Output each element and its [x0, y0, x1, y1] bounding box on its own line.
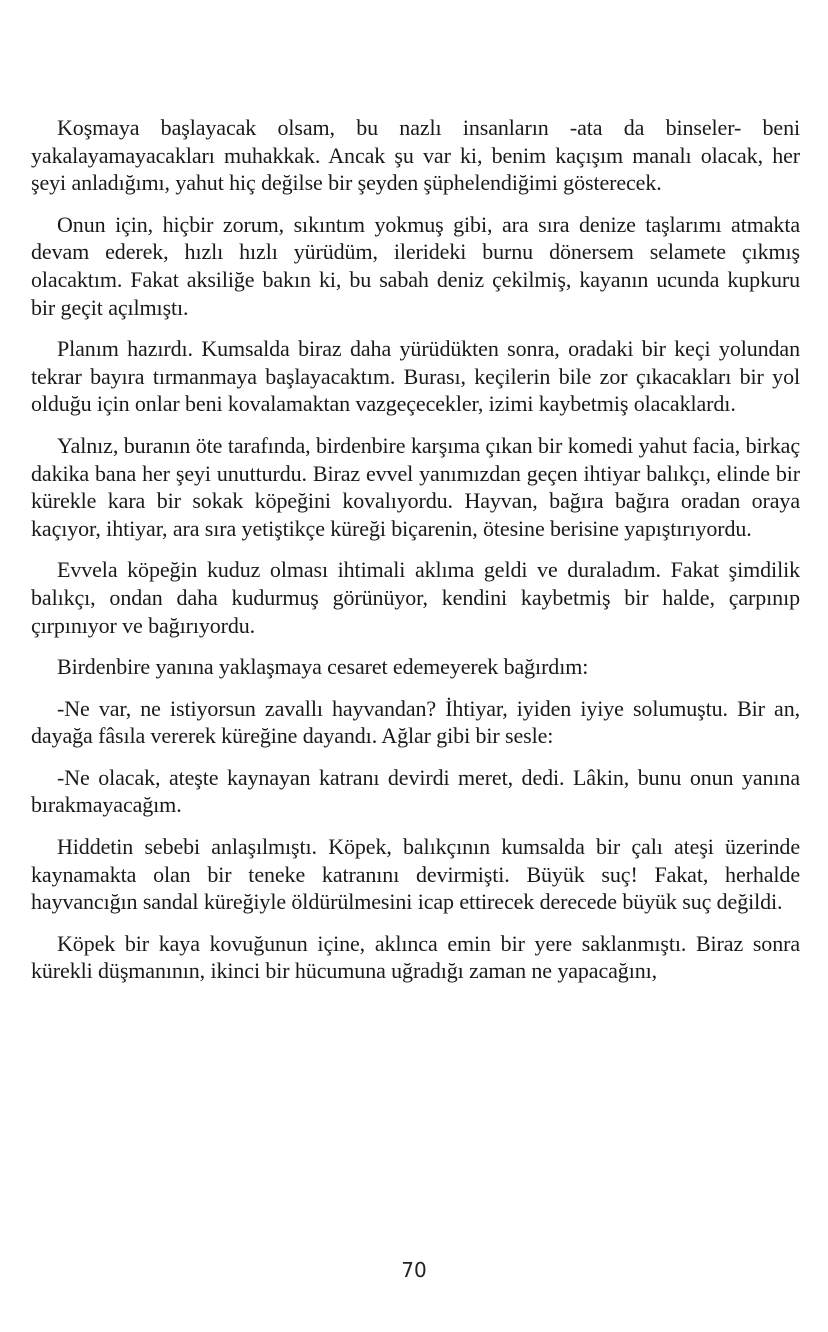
paragraph: Evvela köpeğin kuduz olması ihtimali aklıma geldi ve duraladım. Fakat şimdilik balıkçı, ondan daha kudurmuş görünüyor, kendini kaybetmiş bir halde, çarpınıp çırpınıyor ve bağırıyordu. — [31, 557, 800, 638]
paragraph: -Ne olacak, ateşte kaynayan katranı devirdi meret, dedi. Lâkin, bunu onun yanına bırakmayacağım. — [31, 764, 800, 818]
paragraph: Hiddetin sebebi anlaşılmıştı. Köpek, balıkçının kumsalda bir çalı ateşi üzerinde kaynamakta olan bir teneke katranını devirmişti. Büyük suç! Fakat, herhalde hayvancığın sandal küreğiyle öldürülmesini icap ettirecek derecede büyük suç değildi. — [31, 834, 800, 915]
paragraph: Onun için, hiçbir zorum, sıkıntım yokmuş gibi, ara sıra denize taşlarımı atmakta devam ederek, hızlı hızlı yürüdüm, ilerideki burnu dönersem selamete çıkmış olacaktım. Fakat aksiliğe bakın ki, bu sabah deniz çekilmiş, kayanın ucunda kupkuru bir geçit açılmıştı. — [31, 211, 800, 320]
paragraph: -Ne var, ne istiyorsun zavallı hayvandan? İhtiyar, iyiden iyiye solumuştu. Bir an, dayağa fâsıla vererek küreğine dayandı. Ağlar gibi bir sesle: — [31, 695, 800, 749]
paragraph: Planım hazırdı. Kumsalda biraz daha yürüdükten sonra, oradaki bir keçi yolundan tekrar bayıra tırmanmaya başlayacaktım. Burası, keçilerin bile zor çıkacakları bir yol olduğu için onlar beni kovalamaktan vazgeçecekler, izimi kaybetmiş olacaklardı. — [31, 336, 800, 417]
page-number: 70 — [401, 1258, 427, 1282]
paragraph: Birdenbire yanına yaklaşmaya cesaret edemeyerek bağırdım: — [57, 654, 589, 680]
book-page-body — [31, 114, 800, 999]
paragraph: Koşmaya başlayacak olsam, bu nazlı insanların -ata da binseler- beni yakalayamayacakları muhakkak. Ancak şu var ki, benim kaçışım manalı olacak, her şeyi anladığımı, yahut hiç değilse bir şeyden şüphelendiğimi gösterecek. — [31, 115, 800, 196]
paragraph: Köpek bir kaya kovuğunun içine, aklınca emin bir yere saklanmıştı. Biraz sonra kürekli düşmanının, ikinci bir hücumuna uğradığı zaman ne yapacağını, — [31, 930, 800, 984]
paragraph: Yalnız, buranın öte tarafında, birdenbire karşıma çıkan bir komedi yahut facia, birkaç dakika bana her şeyi unutturdu. Biraz evvel yanımızdan geçen ihtiyar balıkçı, elinde bir kürekle kara bir sokak köpeğini kovalıyordu. Hayvan, bağıra bağıra oradan oraya kaçıyor, ihtiyar, ara sıra yetiştikçe küreği biçarenin, ötesine berisine yapıştırıyordu. — [31, 432, 800, 541]
